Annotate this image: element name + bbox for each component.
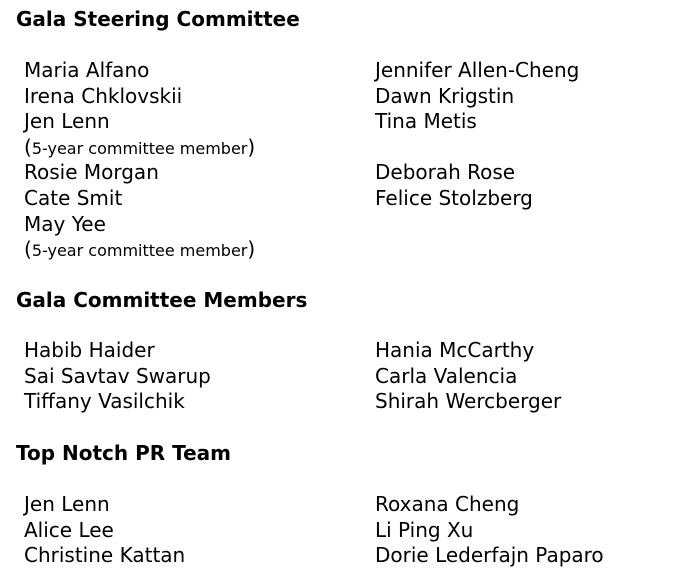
- member-note: (5-year committee member): [24, 237, 256, 262]
- list-item: Habib Haider: [24, 338, 155, 362]
- list-item: May Yee: [24, 211, 106, 236]
- list-item: Cate Smit: [24, 185, 123, 210]
- pr-team-left-column: [24, 492, 185, 569]
- section-heading-committee-members: Gala Committee Members: [16, 288, 308, 312]
- steering-committee-left-column: [24, 58, 255, 263]
- blank-line: [375, 135, 579, 161]
- list-item: Dawn Krigstin: [375, 83, 515, 108]
- list-item: Jennifer Allen-Cheng: [375, 58, 580, 82]
- list-item: Tina Metis: [375, 109, 477, 134]
- list-item: Tiffany Vasilchik: [24, 389, 185, 414]
- list-item: Hania McCarthy: [375, 338, 535, 362]
- list-item: Li Ping Xu: [375, 517, 474, 542]
- list-item: Deborah Rose: [375, 160, 516, 185]
- list-item: Alice Lee: [24, 517, 114, 542]
- section-heading-steering-committee: Gala Steering Committee: [16, 7, 300, 31]
- list-item: Roxana Cheng: [375, 492, 520, 516]
- list-item: Maria Alfano: [24, 58, 150, 82]
- list-item: Rosie Morgan: [24, 160, 159, 185]
- list-item: Shirah Wercberger: [375, 389, 562, 414]
- list-item: Jen Lenn: [24, 109, 110, 134]
- member-note-text: 5-year committee member: [31, 241, 248, 261]
- committee-members-left-column: [24, 338, 211, 415]
- list-item: Carla Valencia: [375, 363, 518, 388]
- list-item: Christine Kattan: [24, 543, 186, 568]
- committee-members-right-column: [375, 338, 561, 415]
- list-item: Jen Lenn: [24, 492, 110, 516]
- list-item: Dorie Lederfajn Paparo: [375, 543, 604, 568]
- steering-committee-right-column: [375, 58, 579, 212]
- list-item: Irena Chklovskii: [24, 83, 183, 108]
- member-note-text: 5-year committee member: [31, 138, 248, 158]
- member-note: (5-year committee member): [24, 134, 256, 159]
- pr-team-right-column: [375, 492, 604, 569]
- list-item: Sai Savtav Swarup: [24, 363, 211, 388]
- list-item: Felice Stolzberg: [375, 185, 533, 210]
- section-heading-pr-team: Top Notch PR Team: [16, 441, 232, 465]
